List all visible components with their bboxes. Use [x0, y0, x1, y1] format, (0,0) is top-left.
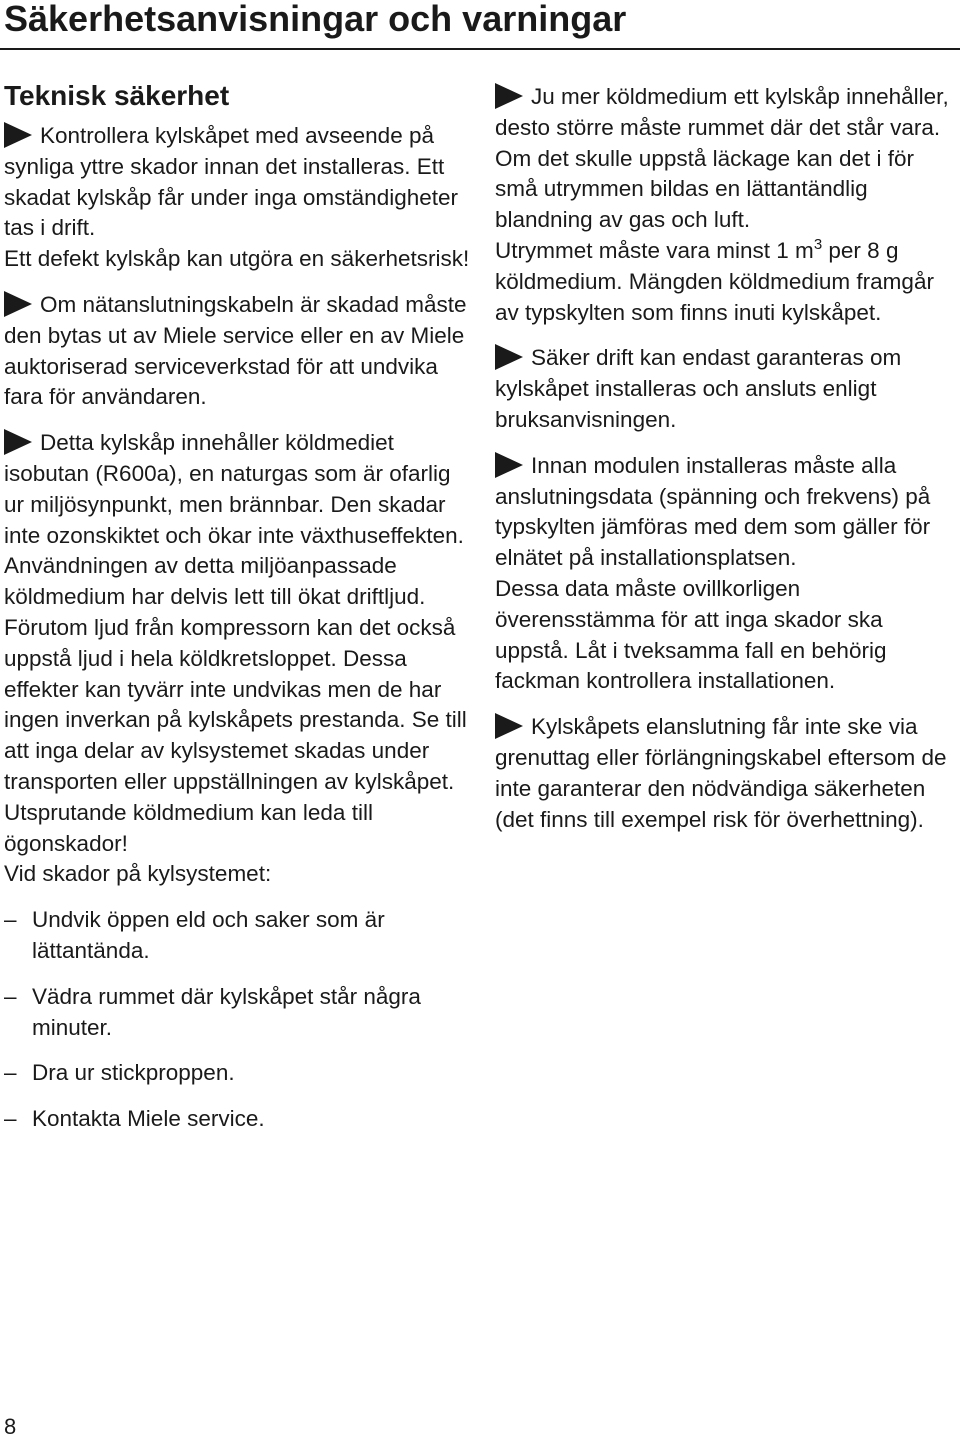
safety-item-text: Kontrollera kylskåpet med avseende på synliga yttre skador innan det installeras. Ett skadat kylskåp får under inga omständigheter tas i drift. — [4, 123, 459, 241]
safety-item-text: Detta kylskåp innehåller köldmediet isobutan (R600a), en naturgas som är ofarlig ur miljösynpunkt, men brännbar. Den skadar inte ozonskiktet och ökar inte växthuseffekten. Användningen av detta miljöanpassade köldmedium har delvis lett till ökat driftljud. Förutom ljud från kompressorn kan det också uppstå ljud i hela köldkretsloppet. Dessa effekter kan tyvärr inte undvikas men de har ingen inverkan på kylskåpets prestanda. Se till att inga delar av kylsystemet skadas under transporten eller uppställningen av kylskåpet. Utsprutande köldmedium kan leda till ögonskador! — [4, 430, 467, 856]
damage-steps-list — [4, 905, 470, 1135]
triangle-right-icon — [495, 344, 523, 370]
safety-item-power-cable — [4, 290, 470, 413]
triangle-right-icon — [4, 122, 32, 148]
list-item: – Vädra rummet där kylskåpet står några minuter. — [4, 983, 421, 1040]
safety-item-text: Ju mer köldmedium ett kylskåp innehåller, desto större måste rummet där det står vara. Om det skulle uppstå läckage kan det i för små utrymmen bildas en lättantändlig blandning av gas och luft. — [495, 84, 949, 233]
safety-item-safe-operation — [495, 343, 957, 435]
safety-item-connection-data — [495, 451, 957, 697]
safety-item-text: Om nätanslutningskabeln är skadad måste den bytas ut av Miele service eller en av Miele auktoriserad serviceverkstad för att undvika fara för användaren. — [4, 291, 467, 410]
triangle-right-icon — [495, 83, 523, 109]
safety-item-electrical-connection — [495, 712, 957, 835]
safety-item-damage-check — [4, 121, 470, 275]
dash-icon: – — [4, 983, 17, 1009]
left-column — [4, 78, 470, 1150]
triangle-right-icon — [495, 452, 523, 478]
dash-icon: – — [4, 1106, 17, 1132]
safety-item-text: Innan modulen installeras måste alla anslutningsdata (spänning och frekvens) på typskylten jämföras med dem som gäller för elnätet på installationsplatsen. — [495, 452, 931, 571]
right-column — [495, 82, 957, 850]
list-item: – Dra ur stickproppen. — [4, 1058, 470, 1089]
safety-item-extra: Ett defekt kylskåp kan utgöra en säkerhetsrisk! — [4, 246, 470, 272]
section-heading: Teknisk säkerhet — [4, 80, 230, 111]
triangle-right-icon — [4, 291, 32, 317]
list-item: – Undvik öppen eld och saker som är lättantända. — [4, 907, 385, 963]
list-item: – Kontakta Miele service. — [4, 1104, 470, 1135]
safety-item-text: Säker drift kan endast garanteras om kylskåpet installeras och ansluts enligt bruksanvisningen. — [495, 345, 902, 432]
safety-item-extra: Vid skador på kylsystemet: — [4, 861, 272, 887]
dash-icon: – — [4, 907, 17, 933]
page-number: 8 — [4, 1414, 17, 1439]
safety-item-room-size — [495, 82, 957, 328]
safety-item-text: Kylskåpets elanslutning får inte ske via grenuttag eller förlängningskabel eftersom de inte garanterar den nödvändiga säkerheten (det finns till exempel risk för överhettning). — [495, 714, 947, 832]
dash-icon: – — [4, 1060, 17, 1086]
triangle-right-icon — [495, 713, 523, 739]
page-title: Säkerhetsanvisningar och varningar — [4, 0, 627, 39]
safety-item-extra: Dessa data måste ovillkorligen överensstämma för att inga skador ska uppstå. Låt i tveksamma fall en behörig fackman kontrollera installationen. — [495, 575, 887, 694]
triangle-right-icon — [4, 429, 32, 455]
safety-item-refrigerant — [4, 428, 470, 890]
safety-item-extra: Utrymmet måste vara minst 1 $m^3$ per 8 g köldmedium. Mängden köldmedium framgår av typskylten som finns inuti kylskåpet. — [495, 235, 934, 325]
title-divider — [0, 48, 960, 50]
